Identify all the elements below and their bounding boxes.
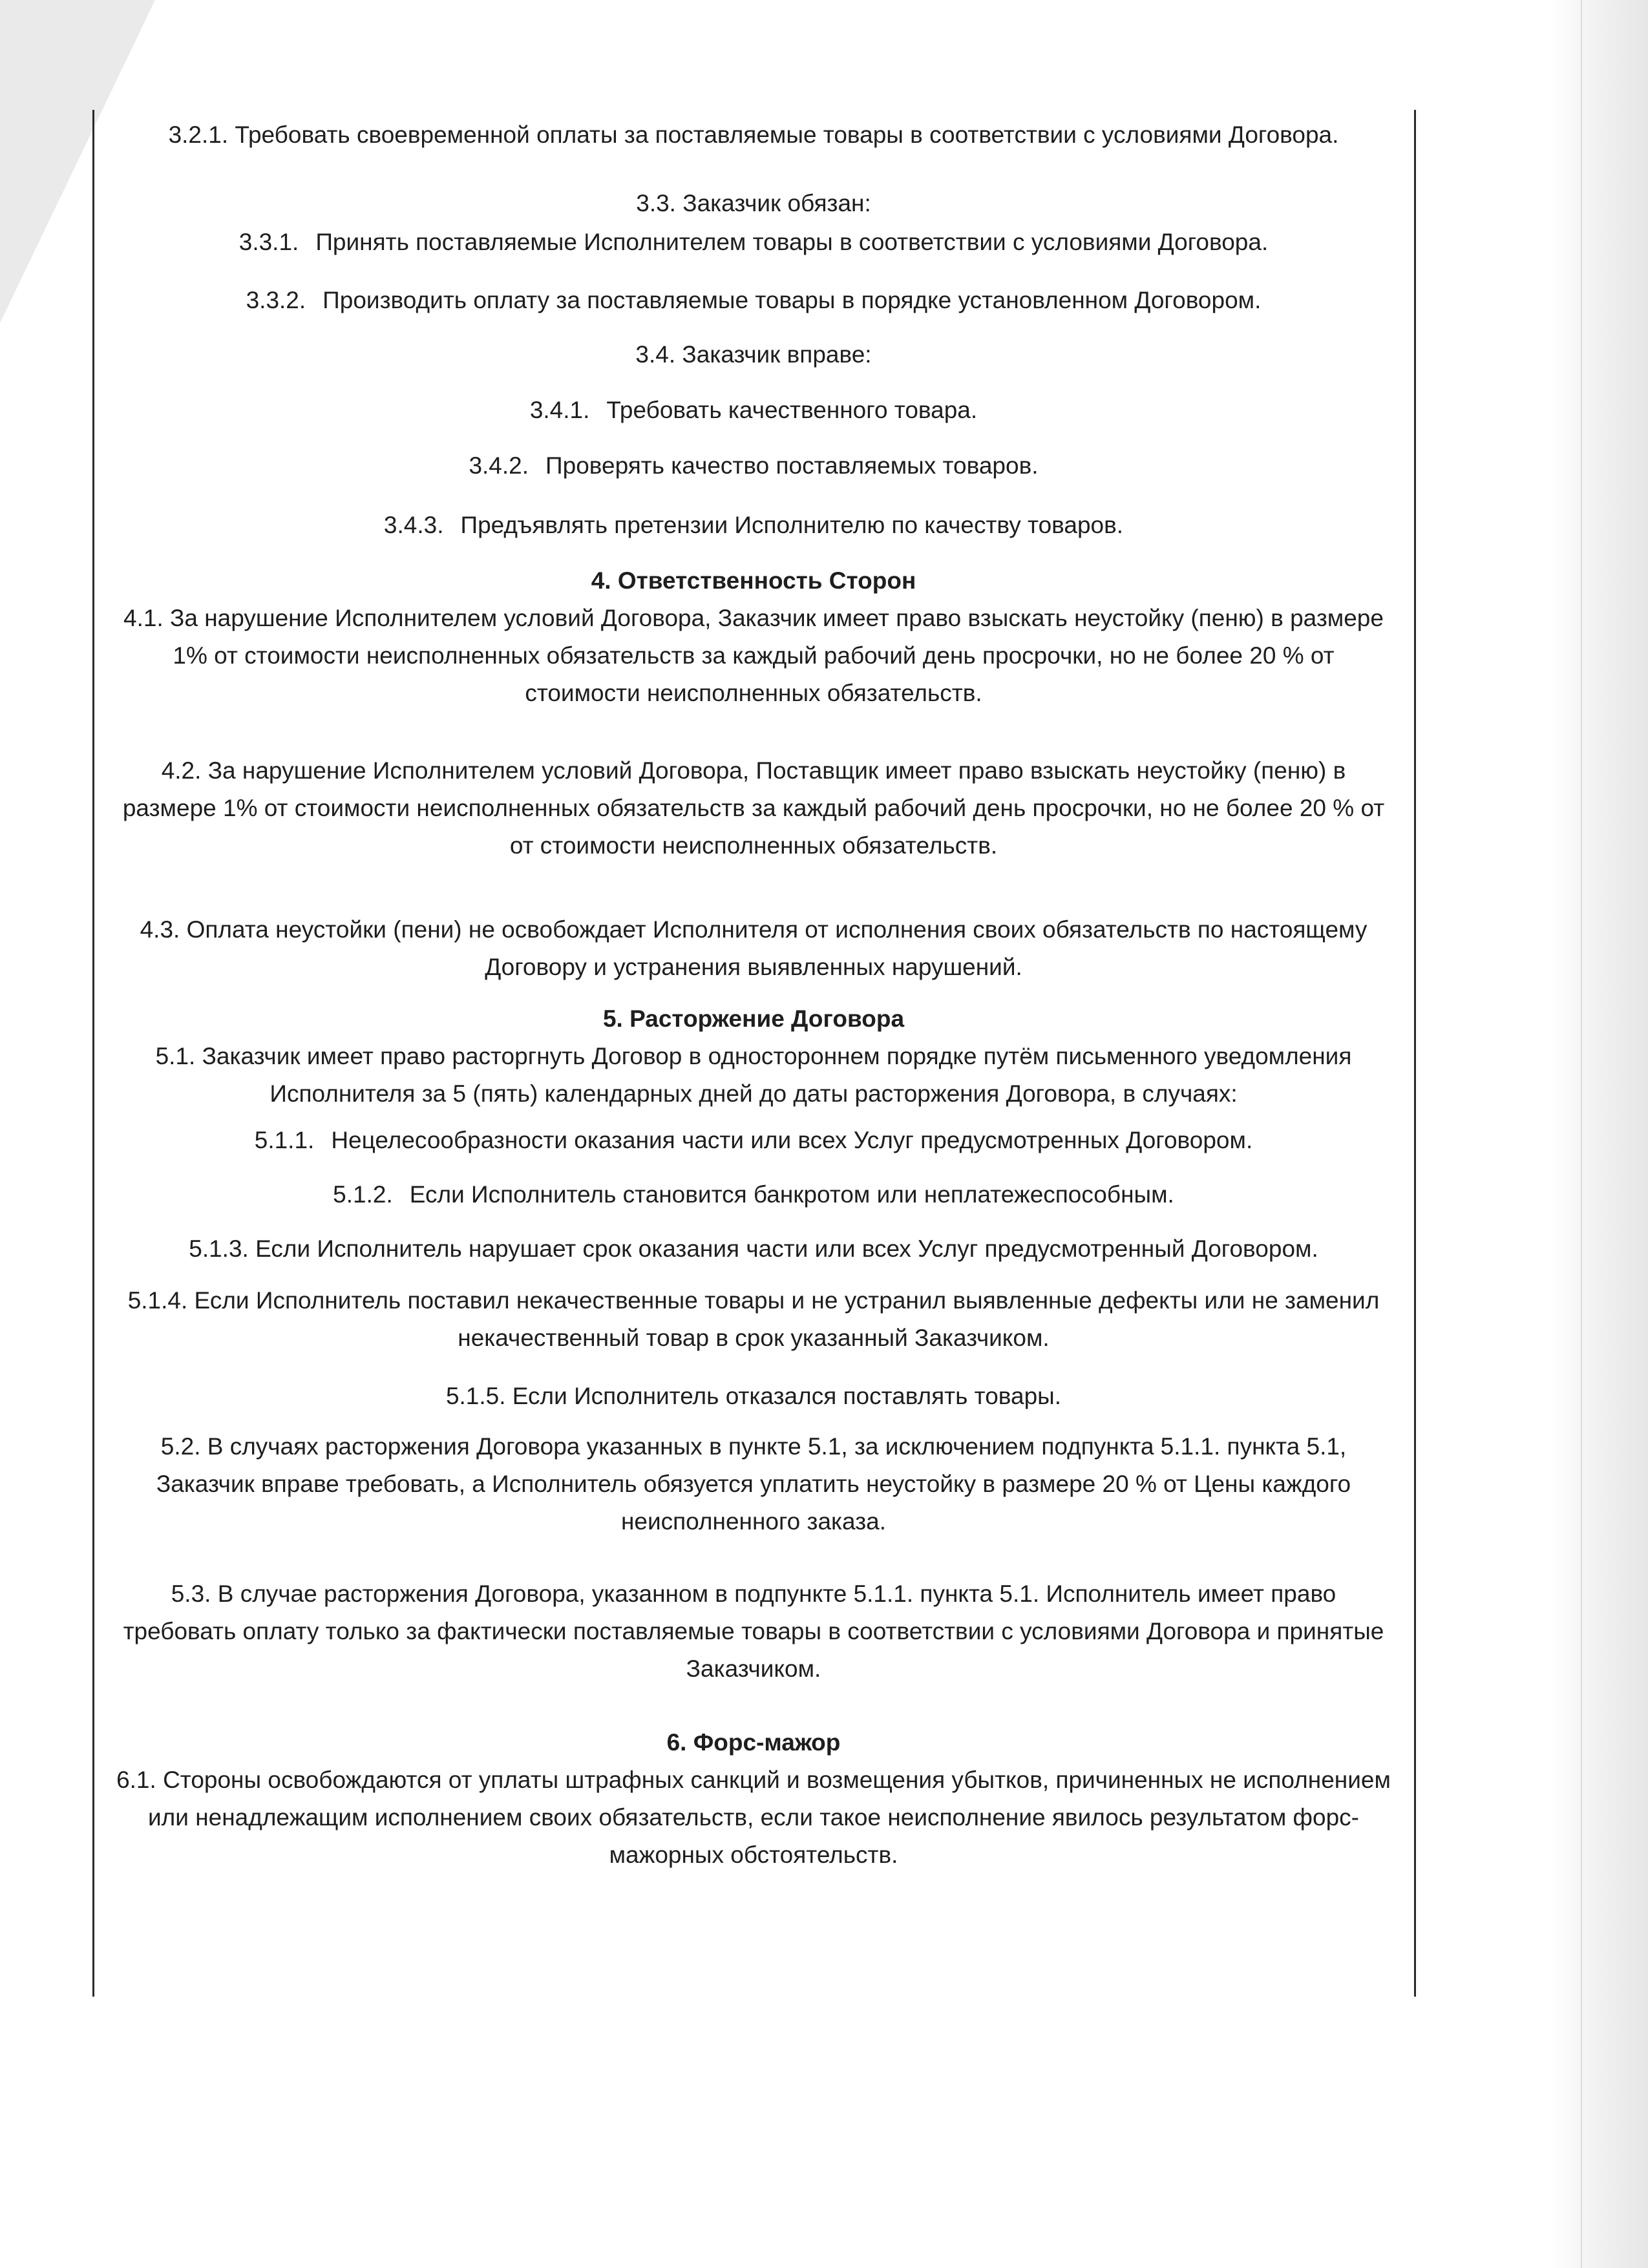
clause-3-3-2: [97, 282, 1410, 319]
clause-5-3-line-1: 5.3. В случае расторжения Договора, указанном в подпункте 5.1.1. пункта 5.1. Исполнитель имеет право: [171, 1580, 1336, 1607]
section-heading-4: 4. Ответственность Сторон: [591, 567, 916, 594]
section-heading-5: 5. Расторжение Договора: [602, 1005, 905, 1032]
frame-border-right: [1414, 110, 1416, 1997]
clause-6-1-line-2: или ненадлежащим исполнением своих обязательств, если такое неисполнение явилось результатом форс-: [148, 1804, 1359, 1831]
clause-5-1-1: [97, 1122, 1410, 1159]
clause-3-4-1: [97, 392, 1410, 429]
clause-text: Требовать качественного товара.: [606, 397, 978, 423]
frame-border-left: [92, 110, 94, 1997]
section-heading-6: 6. Форс-мажор: [666, 1729, 841, 1756]
clause-number: 5.1.1.: [254, 1127, 315, 1153]
clause-6-1-line-1: 6.1. Стороны освобождаются от уплаты штрафных санкций и возмещения убытков, причиненных не исполнением: [116, 1767, 1391, 1793]
clause-5-1-3: 5.1.3. Если Исполнитель нарушает срок оказания части или всех Услуг предусмотренный Договором.: [189, 1235, 1318, 1262]
clause-number: 3.3.2.: [246, 287, 306, 313]
clause-5-2-line-3: неисполненного заказа.: [620, 1508, 887, 1535]
clause-3-3-1: [97, 224, 1410, 261]
clause-3-4-3: [97, 507, 1410, 544]
clause-4-1-line-1: 4.1. За нарушение Исполнителем условий Договора, Заказчик имеет право взыскать неустойку (пеню) в размере: [123, 605, 1384, 631]
clause-4-2-line-1: 4.2. За нарушение Исполнителем условий Договора, Поставщик имеет право взыскать неустойку (пеню) в: [161, 757, 1346, 784]
clause-5-1-4-line-1: 5.1.4. Если Исполнитель поставил некачественные товары и не устранил выявленные дефекты или не заменил: [127, 1287, 1380, 1314]
clause-5-1-line-1: 5.1. Заказчик имеет право расторгнуть Договор в одностороннем порядке путём письменного уведомления: [155, 1043, 1352, 1069]
clause-number: 3.4.2.: [469, 452, 529, 479]
contract-text: [97, 116, 1410, 1874]
clause-number: 3.4.1.: [529, 397, 590, 423]
clause-4-1-line-2: 1% от стоимости неисполненных обязательств за каждый рабочий день просрочки, но не более 20 % от: [173, 642, 1335, 669]
clause-5-1-line-2: Исполнителя за 5 (пять) календарных дней до даты расторжения Договора, в случаях:: [269, 1080, 1238, 1107]
section-heading-3-3: 3.3. Заказчик обязан:: [636, 190, 871, 216]
clause-text: Нецелесообразности оказания части или всех Услуг предусмотренных Договором.: [331, 1127, 1253, 1153]
clause-4-2-line-2: размере 1% от стоимости неисполненных обязательств за каждый рабочий день просрочки, но не более 20 % от: [122, 795, 1385, 821]
clause-number: 5.1.2.: [333, 1181, 393, 1208]
clause-4-3-line-2: Договору и устранения выявленных нарушений.: [485, 954, 1022, 980]
clause-5-1-5: 5.1.5. Если Исполнитель отказался поставлять товары.: [445, 1383, 1062, 1409]
clause-6-1-line-3: мажорных обстоятельств.: [609, 1842, 898, 1868]
clause-text: Предъявлять претензии Исполнителю по качеству товаров.: [460, 512, 1124, 538]
clause-5-3-line-3: Заказчиком.: [686, 1655, 821, 1682]
clause-4-2-line-3: от стоимости неисполненных обязательств.: [509, 832, 998, 859]
clause-5-2-line-1: 5.2. В случаях расторжения Договора указанных в пункте 5.1, за исключением подпункта 5.1.1. пункта 5.1,: [160, 1433, 1347, 1460]
clause-5-3-line-2: требовать оплату только за фактически поставляемые товары в соответствии с условиями Договора и принятые: [123, 1618, 1384, 1644]
clause-4-3-line-1: 4.3. Оплата неустойки (пени) не освобождает Исполнителя от исполнения своих обязательств по настоящему: [140, 916, 1368, 943]
clause-5-1-2: [97, 1176, 1410, 1213]
clause-5-2-line-2: Заказчик вправе требовать, а Исполнитель обязуется уплатить неустойку в размере 20 % от Цены каждого: [156, 1471, 1351, 1497]
page-edge-shadow: [1551, 0, 1648, 2268]
clause-text: Если Исполнитель становится банкротом или неплатежеспособным.: [409, 1181, 1174, 1208]
clause-number: 3.3.1.: [238, 229, 299, 255]
clause-5-1-4-line-2: некачественный товар в срок указанный Заказчиком.: [458, 1325, 1050, 1351]
clause-4-1-line-3: стоимости неисполненных обязательств.: [525, 680, 982, 706]
clause-3-4-2: [97, 447, 1410, 485]
clause-text: Принять поставляемые Исполнителем товары в соответствии с условиями Договора.: [315, 229, 1269, 255]
clause-number: 3.4.3.: [383, 512, 444, 538]
section-heading-3-4: 3.4. Заказчик вправе:: [635, 341, 872, 368]
clause-text: Производить оплату за поставляемые товары в порядке установленном Договором.: [322, 287, 1262, 313]
clause-text: Проверять качество поставляемых товаров.: [545, 452, 1039, 479]
page-edge-line: [1581, 0, 1582, 2268]
clause-3-2-1: 3.2.1. Требовать своевременной оплаты за поставляемые товары в соответствии с условиями Договора.: [168, 121, 1339, 148]
